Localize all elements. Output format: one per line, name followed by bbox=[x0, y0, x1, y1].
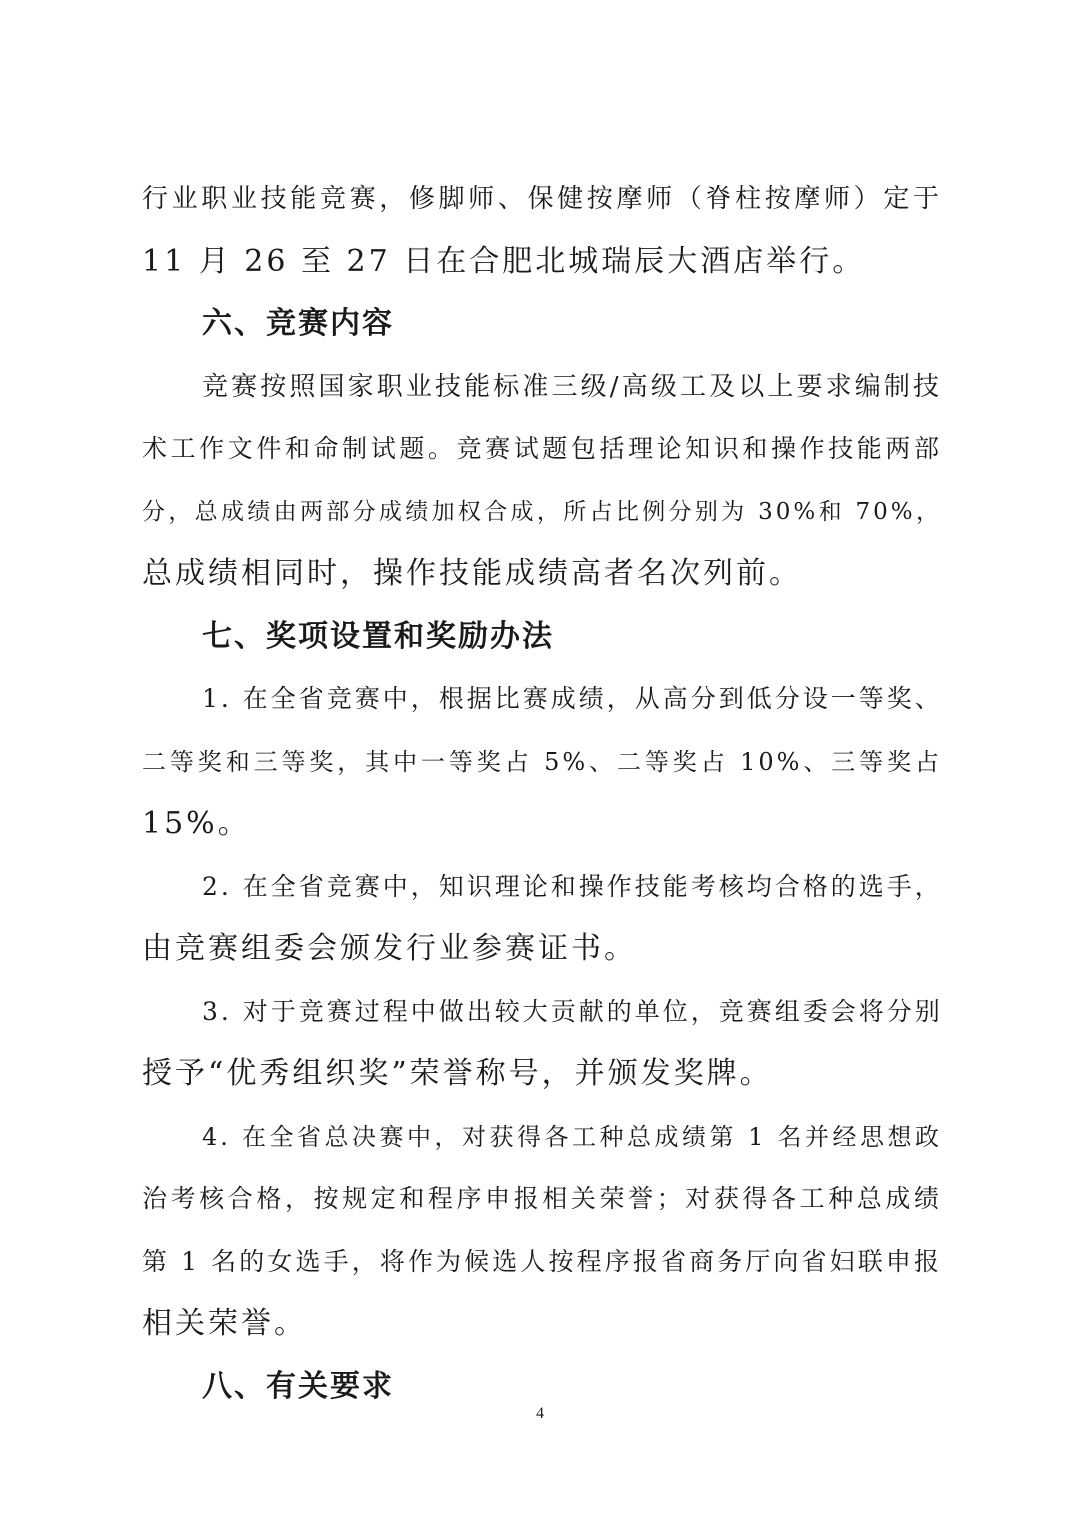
list-item-line: 4. 在全省总决赛中，对获得各工种总成绩第 1 名并经思想政 bbox=[202, 1122, 942, 1151]
list-item-line: 由竞赛组委会颁发行业参赛证书。 bbox=[142, 931, 637, 966]
list-item-line: 2. 在全省竞赛中，知识理论和操作技能考核均合格的选手， bbox=[202, 871, 943, 901]
page-number: 4 bbox=[536, 1405, 544, 1422]
list-item-line: 3. 对于竞赛过程中做出较大贡献的单位，竞赛组委会将分别 bbox=[202, 996, 943, 1026]
list-item-line: 治考核合格，按规定和程序申报相关荣誉；对获得各工种总成绩 bbox=[142, 1184, 942, 1213]
paragraph-line: 总成绩相同时，操作技能成绩高者名次列前。 bbox=[142, 556, 802, 591]
list-item-line: 授予“优秀组织奖”荣誉称号，并颁发奖牌。 bbox=[142, 1056, 773, 1091]
paragraph-line: 行业职业技能竞赛，修脚师、保健按摩师（脊柱按摩师）定于 bbox=[142, 184, 942, 214]
paragraph-line: 术工作文件和命制试题。竞赛试题包括理论知识和操作技能两部 bbox=[142, 434, 942, 463]
paragraph-line: 11 月 26 至 27 日在合肥北城瑞辰大酒店举行。 bbox=[142, 243, 866, 279]
list-item-line: 第 1 名的女选手，将作为候选人按程序报省商务厅向省妇联申报 bbox=[142, 1246, 942, 1276]
document-body bbox=[142, 168, 942, 1418]
list-item-line: 相关荣誉。 bbox=[142, 1306, 307, 1341]
list-item-line: 1. 在全省竞赛中，根据比赛成绩，从高分到低分设一等奖、 bbox=[202, 684, 943, 713]
list-item-line: 15%。 bbox=[142, 806, 251, 841]
section-heading-content: 六、竞赛内容 bbox=[202, 306, 394, 341]
paragraph-line: 竞赛按照国家职业技能标准三级/高级工及以上要求编制技 bbox=[202, 371, 942, 402]
section-heading-requirements: 八、有关要求 bbox=[202, 1368, 394, 1404]
paragraph-line: 分，总成绩由两部分成绩加权合成，所占比例分别为 30%和 70%， bbox=[142, 498, 942, 525]
list-item-line: 二等奖和三等奖，其中一等奖占 5%、二等奖占 10%、三等奖占 bbox=[142, 747, 942, 776]
section-heading-awards: 七、奖项设置和奖励办法 bbox=[202, 618, 554, 654]
